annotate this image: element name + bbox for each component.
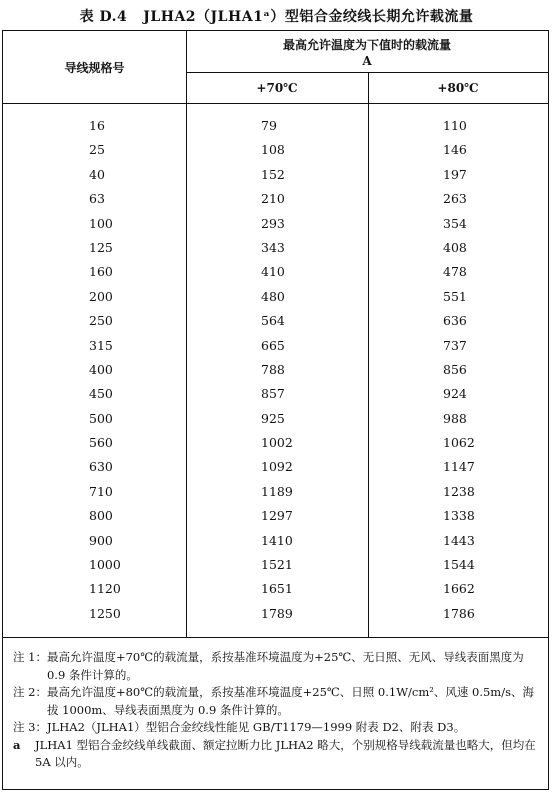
note-text: 最高允许温度+70℃的载流量，系按基准环境温度为+25℃、无日照、无风、导线表面黑度为 0.9 条件计算的。 xyxy=(46,650,524,682)
note-3 xyxy=(13,719,540,737)
table-row xyxy=(3,139,548,163)
cell-conductor-size: 1120 xyxy=(89,581,121,597)
cell-conductor-size: 900 xyxy=(89,532,113,548)
cell-ampacity-80: 110 xyxy=(443,118,467,133)
cell-ampacity-70: 857 xyxy=(261,386,285,402)
cell-ampacity-70: 1521 xyxy=(261,557,293,573)
cell-conductor-size: 125 xyxy=(89,239,113,255)
cell-ampacity-80: 354 xyxy=(443,215,467,231)
table-row xyxy=(3,505,548,529)
cell-conductor-size: 500 xyxy=(89,410,113,426)
cell-conductor-size: 250 xyxy=(89,313,113,329)
cell-ampacity-70: 564 xyxy=(261,313,285,329)
cell-ampacity-70: 925 xyxy=(261,410,285,426)
cell-conductor-size: 100 xyxy=(89,215,113,231)
footnote-label: a xyxy=(13,737,21,752)
cell-ampacity-70: 343 xyxy=(261,239,285,255)
table-row xyxy=(3,359,548,383)
cell-ampacity-80: 737 xyxy=(443,337,467,353)
table-row xyxy=(3,554,548,578)
cell-conductor-size: 800 xyxy=(89,508,113,524)
table-row xyxy=(3,383,548,407)
cell-conductor-size: 1000 xyxy=(89,557,121,573)
cell-ampacity-80: 263 xyxy=(443,191,467,207)
cell-ampacity-70: 480 xyxy=(261,288,285,304)
table-row xyxy=(3,408,548,432)
cell-ampacity-80: 1062 xyxy=(443,435,475,451)
header-temp-70: +70℃ xyxy=(256,80,298,95)
cell-ampacity-80: 856 xyxy=(443,361,467,377)
table-body xyxy=(3,115,548,627)
cell-conductor-size: 16 xyxy=(89,118,105,133)
header-bottom-rule xyxy=(3,103,548,104)
cell-ampacity-80: 1786 xyxy=(443,605,475,621)
table-row xyxy=(3,261,548,285)
cell-ampacity-80: 924 xyxy=(443,386,467,402)
cell-ampacity-80: 551 xyxy=(443,288,467,304)
cell-ampacity-80: 1238 xyxy=(443,483,475,499)
cell-ampacity-70: 410 xyxy=(261,264,285,280)
table-caption: JLHA2（JLHA1ᵃ）型铝合金绞线长期允许载流量 xyxy=(143,9,474,25)
table-row xyxy=(3,310,548,334)
table-row xyxy=(3,237,548,261)
cell-conductor-size: 40 xyxy=(89,166,105,182)
cell-conductor-size: 63 xyxy=(89,191,105,207)
table-row xyxy=(3,578,548,602)
table-row xyxy=(3,456,548,480)
cell-ampacity-70: 1189 xyxy=(261,483,293,499)
cell-ampacity-70: 108 xyxy=(261,142,285,158)
table-row xyxy=(3,603,548,627)
cell-ampacity-80: 1544 xyxy=(443,557,475,573)
notes-divider xyxy=(3,637,548,638)
cell-conductor-size: 1250 xyxy=(89,605,121,621)
cell-ampacity-70: 1789 xyxy=(261,605,293,621)
header-unit: A xyxy=(362,54,372,68)
cell-ampacity-70: 293 xyxy=(261,215,285,231)
table-number: 表 D.4 xyxy=(79,9,128,25)
table-notes xyxy=(3,639,548,789)
cell-ampacity-80: 197 xyxy=(443,166,467,182)
cell-conductor-size: 315 xyxy=(89,337,113,353)
table-row xyxy=(3,432,548,456)
cell-conductor-size: 25 xyxy=(89,142,105,158)
header-ampacity-group xyxy=(186,31,548,72)
cell-ampacity-80: 1443 xyxy=(443,532,475,548)
cell-conductor-size: 200 xyxy=(89,288,113,304)
cell-ampacity-80: 1338 xyxy=(443,508,475,524)
header-group-label: 最高允许温度为下值时的载流量 xyxy=(282,38,451,52)
cell-ampacity-70: 788 xyxy=(261,361,285,377)
cell-ampacity-70: 665 xyxy=(261,337,285,353)
table-row xyxy=(3,481,548,505)
cell-ampacity-70: 79 xyxy=(261,118,277,133)
table-row xyxy=(3,115,548,139)
note-label: 注 3： xyxy=(13,720,47,734)
table-row xyxy=(3,286,548,310)
cell-ampacity-70: 152 xyxy=(261,166,285,182)
footnote-text: JLHA1 型铝合金绞线单线截面、额定拉断力比 JLHA2 略大，个别规格导线载流量也略大，但均在 5A 以内。 xyxy=(35,737,536,769)
cell-ampacity-80: 478 xyxy=(443,264,467,280)
footnote-a xyxy=(13,737,540,772)
cell-ampacity-80: 1662 xyxy=(443,581,475,597)
cell-ampacity-70: 1651 xyxy=(261,581,293,597)
table-title xyxy=(0,6,553,28)
table-row xyxy=(3,188,548,212)
header-conductor-size: 导线规格号 xyxy=(64,60,125,75)
cell-ampacity-70: 210 xyxy=(261,191,285,207)
note-label: 注 1： xyxy=(13,650,47,664)
cell-ampacity-80: 636 xyxy=(443,313,467,329)
table-row xyxy=(3,164,548,188)
cell-conductor-size: 560 xyxy=(89,435,113,451)
cell-ampacity-80: 146 xyxy=(443,142,467,158)
ampacity-table xyxy=(2,30,549,790)
cell-ampacity-80: 988 xyxy=(443,410,467,426)
cell-ampacity-70: 1410 xyxy=(261,532,293,548)
cell-conductor-size: 630 xyxy=(89,459,113,475)
table-row xyxy=(3,530,548,554)
cell-ampacity-70: 1002 xyxy=(261,435,293,451)
note-2 xyxy=(13,684,540,719)
cell-ampacity-70: 1092 xyxy=(261,459,293,475)
table-row xyxy=(3,335,548,359)
cell-ampacity-80: 408 xyxy=(443,239,467,255)
note-text: JLHA2（JLHA1）型铝合金绞线性能见 GB/T1179—1999 附表 D2、附表 D3。 xyxy=(46,720,466,734)
cell-conductor-size: 400 xyxy=(89,361,113,377)
cell-conductor-size: 710 xyxy=(89,483,113,499)
table-row xyxy=(3,213,548,237)
header-temp-80: +80℃ xyxy=(437,80,479,95)
cell-conductor-size: 160 xyxy=(89,264,113,280)
note-1 xyxy=(13,649,540,684)
note-label: 注 2： xyxy=(13,685,47,699)
note-text: 最高允许温度+80℃的载流量，系按基准环境温度+25℃、日照 0.1W/cm²、风速 0.5m/s、海拔 1000m、导线表面黑度为 0.9 条件计算的。 xyxy=(46,685,534,717)
cell-conductor-size: 450 xyxy=(89,386,113,402)
cell-ampacity-80: 1147 xyxy=(443,459,475,475)
cell-ampacity-70: 1297 xyxy=(261,508,293,524)
